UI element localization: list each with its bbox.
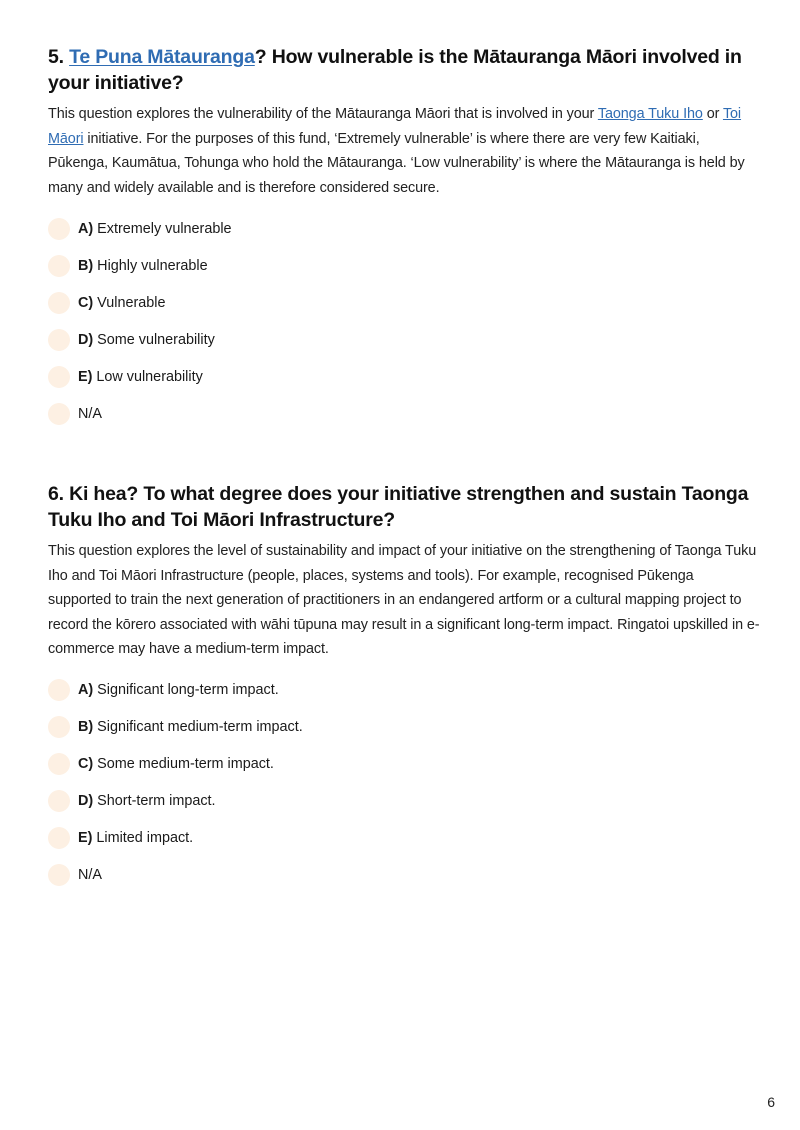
taonga-tuku-iho-link[interactable]: Taonga Tuku Iho [597, 106, 703, 122]
option-label: Significant medium-term impact. [93, 719, 303, 735]
option-letter: B) [78, 719, 94, 735]
radio-circle-icon[interactable] [48, 403, 70, 425]
radio-circle-icon[interactable] [48, 753, 70, 775]
question-6-options [48, 672, 760, 894]
question-5-description [48, 102, 760, 200]
option-d[interactable] [48, 321, 760, 358]
question-6-description: This question explores the level of sustainability and impact of your initiative on the strengthening of Taonga Tuku Iho and Toi Māori Infrastructure (people, places, systems and tools). For example, recognised Pūkenga supported to train the next generation of practitioners in an endangered artform or a cultural mapping project to record the kōrero associated with wāhi tūpuna may result in a significant long-term impact. Ringatoi upskilled in e-commerce may have a medium-term impact. [48, 543, 760, 657]
question-5-section [48, 44, 760, 432]
option-label: N/A [78, 867, 102, 883]
question-title-text: ? How vulnerable is the Mātauranga Māori involved in your initiative? [48, 46, 742, 94]
radio-circle-icon[interactable] [48, 218, 70, 240]
option-label: Extremely vulnerable [93, 220, 232, 237]
page-number: 6 [767, 1094, 775, 1110]
option-letter: B) [78, 257, 94, 274]
option-letter: D) [78, 793, 94, 809]
option-letter: A) [78, 220, 94, 237]
radio-circle-icon[interactable] [48, 679, 70, 701]
option-letter: E) [78, 830, 93, 846]
radio-circle-icon[interactable] [48, 716, 70, 738]
radio-circle-icon[interactable] [48, 827, 70, 849]
option-label: Significant long-term impact. [93, 682, 279, 698]
option-e[interactable] [48, 358, 760, 395]
question-6-title: 6. Ki hea? To what degree does your initiative strengthen and sustain Taonga Tuku Iho and Toi Māori Infrastructure? [48, 483, 749, 531]
radio-circle-icon[interactable] [48, 255, 70, 277]
option-a[interactable] [48, 672, 760, 709]
te-puna-matauranga-link[interactable]: Te Puna Mātauranga [69, 46, 255, 68]
option-letter: E) [78, 368, 93, 385]
toi-maori-link[interactable]: Toi Māori [48, 106, 742, 147]
question-5-title [48, 44, 760, 96]
option-label: Some vulnerability [93, 331, 215, 348]
question-number: 5. [48, 46, 64, 68]
option-label: Short-term impact. [93, 793, 216, 809]
option-b[interactable] [48, 247, 760, 284]
option-label: Limited impact. [92, 830, 194, 846]
radio-circle-icon[interactable] [48, 864, 70, 886]
question-6-section [48, 481, 760, 894]
option-letter: D) [78, 331, 94, 348]
option-na[interactable] [48, 395, 760, 432]
option-letter: C) [78, 294, 94, 311]
desc-text: or [702, 106, 723, 122]
option-na[interactable] [48, 857, 760, 894]
radio-circle-icon[interactable] [48, 790, 70, 812]
option-d[interactable] [48, 783, 760, 820]
radio-circle-icon[interactable] [48, 329, 70, 351]
option-letter: C) [78, 756, 94, 772]
option-label: Some medium-term impact. [93, 756, 274, 772]
option-label: Low vulnerability [92, 368, 203, 385]
desc-text: This question explores the vulnerability of the Mātauranga Māori that is involved in your [48, 106, 598, 122]
option-label: Vulnerable [93, 294, 166, 311]
option-c[interactable] [48, 284, 760, 321]
option-a[interactable] [48, 210, 760, 247]
option-letter: A) [78, 682, 94, 698]
option-label: N/A [78, 405, 102, 422]
radio-circle-icon[interactable] [48, 366, 70, 388]
desc-text: initiative. For the purposes of this fund, ‘Extremely vulnerable’ is where there are very few Kaitiaki, Pūkenga, Kaumātua, Tohunga who hold the Mātauranga. ‘Low vulnerability’ is where the Mātauranga is held by many and widely available and is therefore considered secure. [48, 130, 745, 196]
option-b[interactable] [48, 709, 760, 746]
option-label: Highly vulnerable [93, 257, 208, 274]
question-5-options [48, 210, 760, 432]
option-e[interactable] [48, 820, 760, 857]
option-c[interactable] [48, 746, 760, 783]
radio-circle-icon[interactable] [48, 292, 70, 314]
